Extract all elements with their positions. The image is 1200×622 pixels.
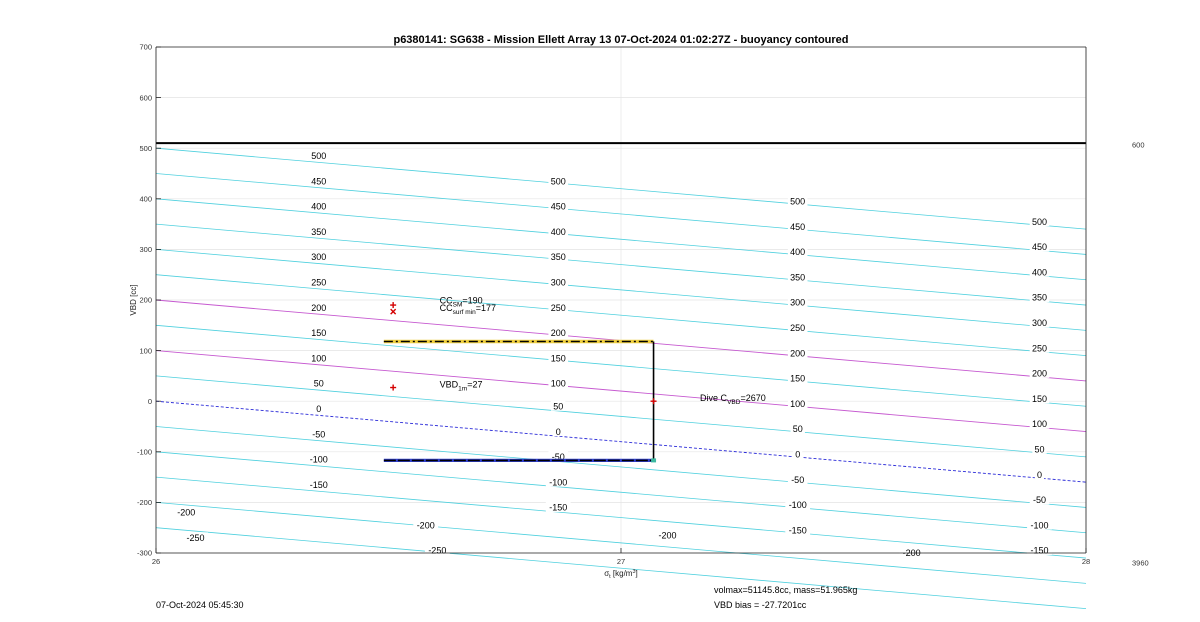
contour-label: 100 <box>790 398 806 409</box>
contour-label: -100 <box>1030 520 1049 531</box>
plus-marker <box>390 385 396 391</box>
contour-label: -250 <box>186 533 205 544</box>
y-axis-label: VBD [cc] <box>129 284 138 316</box>
contour-label: 150 <box>550 353 566 364</box>
contour-label: -150 <box>309 479 328 490</box>
contour-label: 500 <box>790 196 806 207</box>
contour-label: 0 <box>1036 469 1043 480</box>
contour-label: 0 <box>555 426 561 437</box>
contour-label: -200 <box>177 507 196 518</box>
contour-label: 100 <box>550 378 566 389</box>
annotation-label: Dive $C_{VBD}=2670$ <box>700 393 766 407</box>
x-tick-label: 27 <box>616 557 626 566</box>
contour-label: 250 <box>790 323 806 334</box>
plus-marker <box>651 398 657 404</box>
contour-label: -150 <box>1030 545 1049 556</box>
chart-title: p6380141: SG638 - Mission Ellett Array 13 07-Oct-2024 01:02:27Z - buoyancy contoured <box>393 34 849 46</box>
y-tick-label: 400 <box>139 194 152 204</box>
contour-label: 400 <box>311 201 327 212</box>
contour-label: -100 <box>309 454 328 465</box>
contour-label: 350 <box>311 226 327 237</box>
contour-label: 50 <box>553 401 564 412</box>
y-tick-label: 200 <box>139 295 152 305</box>
contour-label: 500 <box>1031 216 1048 227</box>
contour-label: 50 <box>313 378 324 389</box>
contour-label: 300 <box>790 297 806 308</box>
contour-label: 350 <box>1031 292 1048 303</box>
contour-label: 200 <box>790 348 806 359</box>
contour-label: -50 <box>312 429 326 440</box>
x-tick-label: 28 <box>1081 557 1091 566</box>
contour-label: 350 <box>790 272 806 283</box>
contour-label: 200 <box>550 328 566 339</box>
contour-label: 250 <box>550 302 566 313</box>
x-axis-label: $\sigma_t$ $[kg/m^3]$ <box>604 569 638 580</box>
annotation-label: $VBD_{1m}=27$ <box>439 379 483 393</box>
y-tick-label: -300 <box>136 548 152 558</box>
grid-lines <box>156 47 1086 553</box>
y-tick-label: 500 <box>139 143 152 153</box>
contour-label: -250 <box>428 545 447 556</box>
contour-label: 50 <box>792 424 803 435</box>
y-tick-label: -200 <box>136 498 152 508</box>
contour-label: 500 <box>550 176 566 187</box>
contour-label: 400 <box>550 226 566 237</box>
contour-label: 100 <box>311 353 327 364</box>
contour-label: 300 <box>1031 317 1048 328</box>
contour-label: -150 <box>549 502 568 513</box>
contour-label: 450 <box>1031 242 1048 253</box>
x-marker <box>391 309 396 314</box>
contour-label: 150 <box>790 373 806 384</box>
contour-label: -100 <box>549 477 568 488</box>
annotation-label: $CC_{surf min}=177$ <box>439 303 497 317</box>
y-tick-label: 100 <box>139 346 152 356</box>
plus-marker <box>390 302 396 308</box>
contour-label: -200 <box>416 520 435 531</box>
contour-label: -150 <box>788 525 807 536</box>
footer-vbd-bias: VBD bias = -27.7201cc <box>714 600 807 610</box>
x-tick-label: 26 <box>151 557 161 566</box>
contour-label: 150 <box>311 328 327 339</box>
contour-label: 500 <box>311 150 327 161</box>
contour-label: 400 <box>790 247 806 258</box>
bottom-right-label: 3960 <box>1132 558 1149 568</box>
footer-volmax: volmax=51145.8cc, mass=51.965kg <box>714 585 858 595</box>
contour-label: -100 <box>788 500 807 511</box>
hline-right-label: 600 <box>1132 140 1145 150</box>
y-tick-label: 600 <box>139 93 152 103</box>
y-tick-label: 700 <box>139 42 152 52</box>
y-tick-label: 0 <box>147 396 152 406</box>
contour-label: 200 <box>1031 368 1048 379</box>
contour-label: 50 <box>1034 444 1045 455</box>
contour-label: 450 <box>550 201 566 212</box>
contour-label: 250 <box>311 277 327 288</box>
contour-label: 250 <box>1031 343 1048 354</box>
contour-label: -50 <box>1032 495 1047 506</box>
contour-label: -200 <box>902 548 921 559</box>
footer-timestamp: 07-Oct-2024 05:45:30 <box>156 600 244 610</box>
contour-label: 150 <box>1031 393 1048 404</box>
contour-label: 0 <box>316 403 322 414</box>
annotation-label: $CC_{SM}=190$ <box>439 295 483 309</box>
contour-label: 450 <box>790 221 806 232</box>
contour-label: -200 <box>658 530 677 541</box>
y-tick-label: -100 <box>136 447 152 457</box>
y-tick-label: 300 <box>139 245 152 255</box>
contour-label: 400 <box>1031 267 1048 278</box>
contour-label: 200 <box>311 302 327 313</box>
contour-label: 350 <box>550 252 566 263</box>
contour-label: 450 <box>311 176 327 187</box>
contour-label: 100 <box>1031 419 1048 430</box>
contour-label: -50 <box>791 474 805 485</box>
segment-end-marker <box>651 458 656 462</box>
contour-label: 300 <box>550 277 566 288</box>
contour-label: 0 <box>795 449 801 460</box>
contour-label: -50 <box>551 452 565 463</box>
contour-label: 300 <box>311 252 327 263</box>
